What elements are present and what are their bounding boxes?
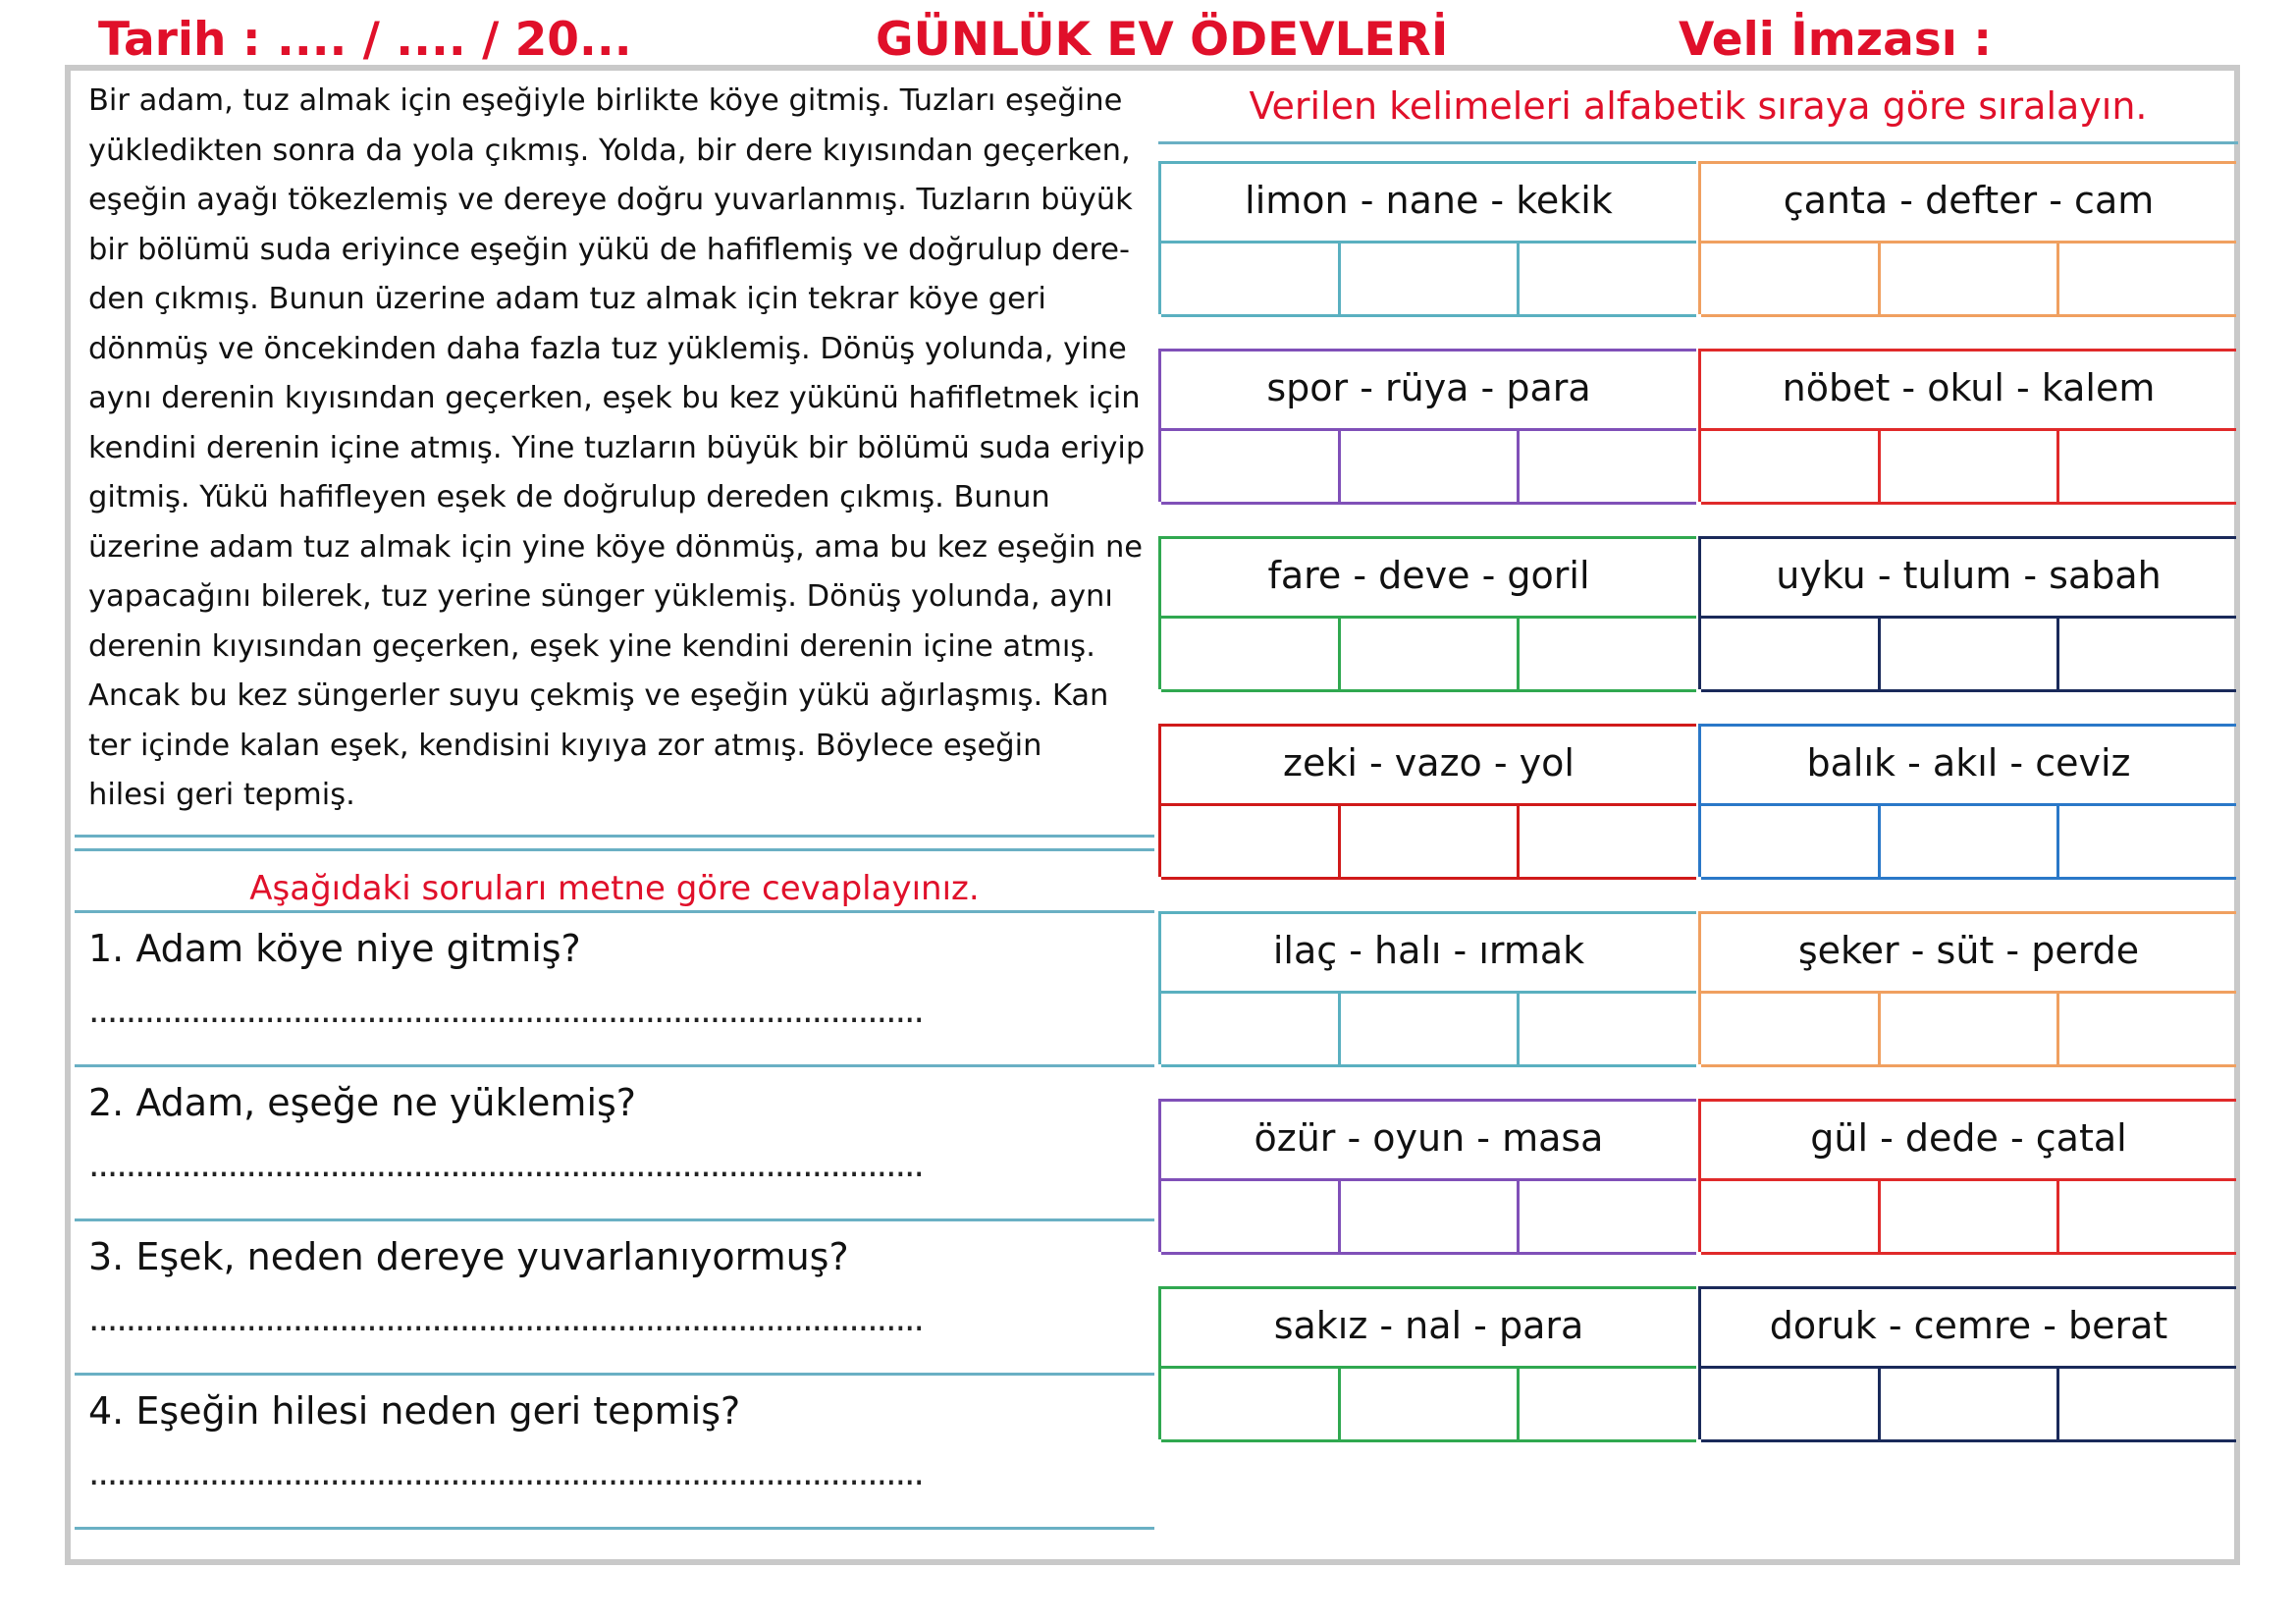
word-group (1158, 1099, 1696, 1252)
answer-box[interactable] (1520, 244, 1696, 314)
answer-box[interactable] (1341, 244, 1521, 314)
word-group (1698, 1286, 2236, 1439)
date-label: Tarih : .... / .... / 20... (98, 13, 632, 67)
answer-boxes (1701, 803, 2236, 880)
word-group-words: çanta - defter - cam (1783, 179, 2155, 222)
answer-line[interactable]: .......................................................................................... (88, 1146, 923, 1185)
question-text: 3. Eşek, neden dereye yuvarlanıyormuş? (88, 1235, 849, 1278)
questions-panel (75, 848, 1154, 1550)
answer-box[interactable] (1881, 994, 2060, 1064)
answer-box[interactable] (1701, 806, 1881, 877)
question-text: 1. Adam köye niye gitmiş? (88, 927, 581, 970)
answer-box[interactable] (1881, 619, 2060, 689)
answer-box[interactable] (1520, 806, 1696, 877)
answer-box[interactable] (1341, 1369, 1521, 1439)
word-group-words: balık - akıl - ceviz (1806, 741, 2131, 785)
story-text: Bir adam, tuz almak için eşeğiyle birlikte köye gitmiş. Tuzları eşeğine yükledikten sonra da yola çıkmış. Yolda, bir dere kıyısından geçerken, eşeğin ayağı tökezlemiş ve dereye doğru yuvarlanmış. Tuzların büyük bir bölümü suda eriyince eşeğin yükü de hafiflemiş ve doğrulup dere- den çıkmış. Bunun üzerine adam tuz almak için tekrar köye geri dönmüş ve öncekinden daha fazla tuz yüklemiş. Dönüş yolunda, yine aynı derenin kıyısından geçerken, eşek bu kez yükünü hafifletmek için kendini derenin içine atmış. Yine tuzların büyük bir bölümü suda eriyip gitmiş. Yükü hafifleyen eşek de doğrulup dereden çıkmış. Bunun üzerine adam tuz almak için yine köye dönmüş, ama bu kez eşeğin ne yapacağını bilerek, tuz yerine sünger yüklemiş. Dönüş yolunda, aynı derenin kıyısından geçerken, eşek yine kendini derenin içine atmış. Ancak bu kez süngerler suyu çekmiş ve eşeğin yükü ağırlaşmış. Kan ter içinde kalan eşek, kendisini kıyıya zor atmış. Böylece eşeğin hilesi geri tepmiş. (88, 83, 1146, 812)
word-group-words: gül - dede - çatal (1810, 1116, 2127, 1160)
answer-boxes (1701, 1178, 2236, 1255)
word-group (1158, 1286, 1696, 1439)
answer-box[interactable] (2059, 1369, 2236, 1439)
answer-box[interactable] (1520, 994, 1696, 1064)
answer-boxes (1161, 428, 1696, 505)
answer-box[interactable] (1881, 806, 2060, 877)
word-group (1158, 349, 1696, 502)
answer-box[interactable] (1701, 1181, 1881, 1252)
word-group-words: sakız - nal - para (1273, 1304, 1584, 1347)
word-group (1158, 724, 1696, 877)
answer-box[interactable] (2059, 244, 2236, 314)
answer-box[interactable] (1161, 994, 1341, 1064)
question-item (75, 1376, 1154, 1530)
answer-box[interactable] (1701, 994, 1881, 1064)
question-text: 4. Eşeğin hilesi neden geri tepmiş? (88, 1389, 741, 1433)
word-group (1698, 161, 2236, 314)
word-group-words: şeker - süt - perde (1797, 929, 2140, 972)
answer-box[interactable] (1701, 431, 1881, 502)
answer-box[interactable] (1341, 619, 1521, 689)
answer-box[interactable] (1341, 431, 1521, 502)
answer-box[interactable] (1881, 1181, 2060, 1252)
word-group (1158, 536, 1696, 689)
answer-box[interactable] (1341, 1181, 1521, 1252)
answer-box[interactable] (1341, 806, 1521, 877)
questions-heading: Aşağıdaki soruları metne göre cevaplayınız. (75, 851, 1154, 913)
answer-box[interactable] (1341, 994, 1521, 1064)
word-group-words: spor - rüya - para (1266, 366, 1591, 409)
word-group-words: ilaç - halı - ırmak (1272, 929, 1585, 972)
answer-boxes (1701, 1366, 2236, 1442)
answer-box[interactable] (1881, 1369, 2060, 1439)
answer-boxes (1701, 991, 2236, 1067)
answer-box[interactable] (1520, 1181, 1696, 1252)
word-group-words: fare - deve - goril (1267, 554, 1590, 597)
answer-box[interactable] (1161, 1181, 1341, 1252)
question-text: 2. Adam, eşeğe ne yüklemiş? (88, 1081, 636, 1124)
answer-box[interactable] (1161, 619, 1341, 689)
story-panel (75, 77, 1154, 838)
word-group (1698, 724, 2236, 877)
answer-box[interactable] (2059, 806, 2236, 877)
answer-boxes (1161, 803, 1696, 880)
answer-line[interactable]: .......................................................................................... (88, 992, 923, 1031)
word-group (1698, 1099, 2236, 1252)
word-group (1698, 349, 2236, 502)
answer-box[interactable] (1161, 806, 1341, 877)
question-item (75, 1221, 1154, 1376)
answer-box[interactable] (1701, 619, 1881, 689)
word-group (1698, 911, 2236, 1064)
answer-boxes (1701, 241, 2236, 317)
answer-box[interactable] (2059, 1181, 2236, 1252)
answer-box[interactable] (1161, 1369, 1341, 1439)
page-title: GÜNLÜK EV ÖDEVLERİ (876, 13, 1449, 67)
answer-box[interactable] (1161, 244, 1341, 314)
answer-line[interactable]: .......................................................................................... (88, 1300, 923, 1339)
word-group-words: uyku - tulum - sabah (1776, 554, 2162, 597)
word-group-words: doruk - cemre - berat (1769, 1304, 2168, 1347)
word-group (1158, 161, 1696, 314)
answer-box[interactable] (1520, 431, 1696, 502)
word-group-words: zeki - vazo - yol (1283, 741, 1575, 785)
answer-box[interactable] (2059, 431, 2236, 502)
answer-boxes (1701, 616, 2236, 692)
answer-box[interactable] (2059, 994, 2236, 1064)
answer-box[interactable] (1881, 431, 2060, 502)
answer-box[interactable] (1520, 619, 1696, 689)
parent-signature-label: Veli İmzası : (1679, 13, 1993, 67)
question-item (75, 1067, 1154, 1221)
answer-line[interactable]: .......................................................................................... (88, 1454, 923, 1493)
word-group-words: limon - nane - kekik (1245, 179, 1613, 222)
answer-boxes (1701, 428, 2236, 505)
word-group (1158, 911, 1696, 1064)
answer-boxes (1161, 991, 1696, 1067)
answer-box[interactable] (1701, 244, 1881, 314)
answer-box[interactable] (1520, 1369, 1696, 1439)
answer-box[interactable] (1881, 244, 2060, 314)
answer-boxes (1161, 1366, 1696, 1442)
word-group-words: nöbet - okul - kalem (1782, 366, 2156, 409)
word-group (1698, 536, 2236, 689)
answer-box[interactable] (1161, 431, 1341, 502)
question-item (75, 913, 1154, 1067)
answer-boxes (1161, 241, 1696, 317)
answer-box[interactable] (1701, 1369, 1881, 1439)
alphabet-task-heading: Verilen kelimeleri alfabetik sıraya göre sıralayın. (1158, 77, 2238, 144)
answer-boxes (1161, 1178, 1696, 1255)
word-group-words: özür - oyun - masa (1254, 1116, 1604, 1160)
answer-boxes (1161, 616, 1696, 692)
answer-box[interactable] (2059, 619, 2236, 689)
